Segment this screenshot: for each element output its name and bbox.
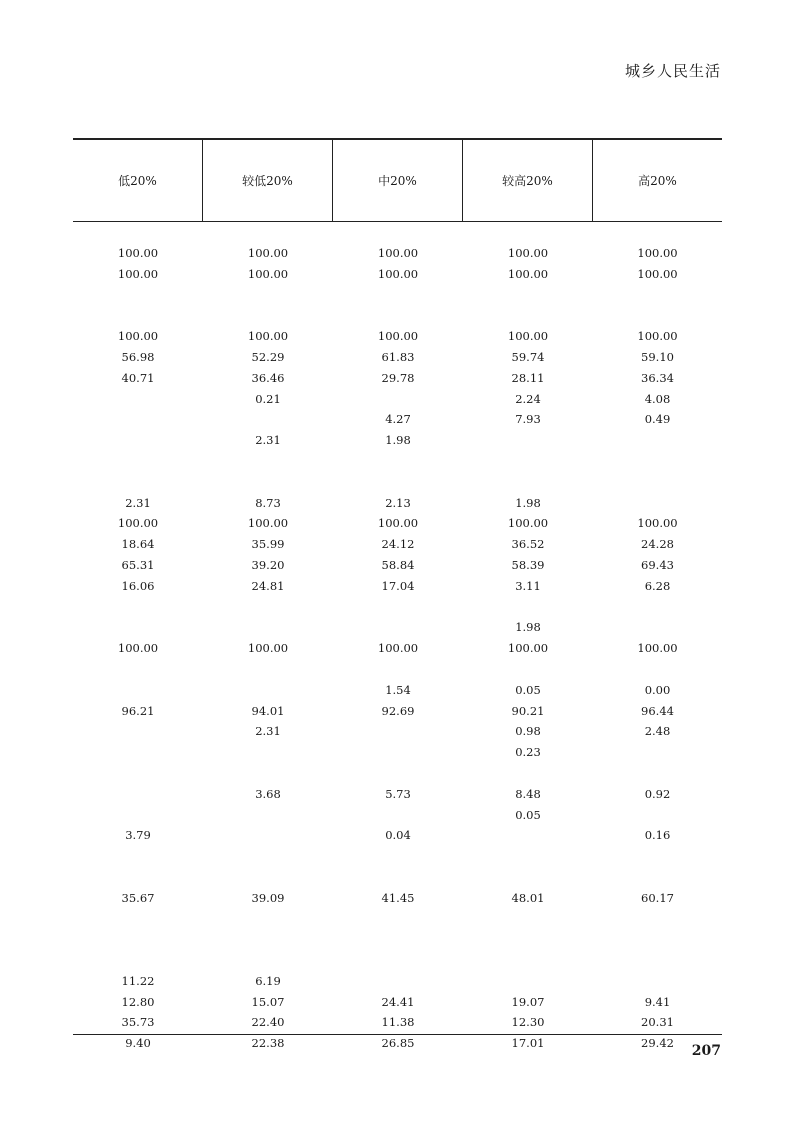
table-cell: 96.44: [641, 703, 674, 718]
table-cell: [463, 867, 593, 888]
table-cell: 100.00: [507, 329, 549, 344]
column-header-higher: 较高20%: [463, 140, 593, 221]
table-cell: [593, 971, 722, 992]
table-cell: 39.09: [251, 890, 285, 905]
table-cell: [463, 971, 593, 992]
table-cell: [73, 846, 203, 867]
table-cell: 1.98: [515, 495, 541, 510]
table-cell: 100.00: [247, 246, 289, 260]
table-cell: [203, 763, 333, 784]
table-cell: 0.16: [644, 828, 671, 843]
table-cell: 12.80: [121, 994, 155, 1009]
table-cell: 100.00: [117, 246, 159, 260]
table-cell: [593, 867, 722, 888]
table-row: [73, 971, 722, 992]
table-cell: 24.12: [381, 537, 415, 552]
table-cell: 1.54: [385, 682, 411, 697]
table-row: [73, 264, 722, 285]
table-row: [73, 929, 722, 950]
table-row: [73, 1033, 722, 1054]
table-cell: 0.04: [385, 828, 411, 843]
table-cell: 36.34: [641, 370, 674, 385]
table-cell: 35.99: [251, 537, 285, 552]
table-row: [73, 576, 722, 597]
table-cell: 0.05: [515, 682, 541, 697]
table-cell: [73, 430, 203, 451]
table-cell: [463, 763, 593, 784]
table-row: [73, 430, 722, 451]
table-cell: [333, 305, 463, 326]
table-cell: [463, 451, 593, 472]
table-cell: 100.00: [247, 641, 289, 656]
table-cell: 100.00: [117, 266, 159, 281]
table-cell: 2.31: [125, 495, 151, 510]
table-cell: 9.40: [125, 1036, 151, 1051]
table-cell: [203, 825, 333, 846]
table-cell: 60.17: [641, 890, 674, 905]
table-cell: [73, 680, 203, 701]
table-cell: [333, 742, 463, 763]
table-cell: [203, 472, 333, 493]
table-cell: [203, 451, 333, 472]
table-cell: [73, 742, 203, 763]
table-cell: 24.41: [381, 994, 415, 1009]
table-cell: 94.01: [251, 703, 285, 718]
table-cell: 59.74: [511, 349, 545, 364]
table-cell: 24.81: [251, 578, 285, 593]
table-cell: [463, 659, 593, 680]
table-cell: 48.01: [511, 890, 545, 905]
table-cell: 100.00: [377, 641, 419, 656]
table-cell: [333, 950, 463, 971]
table-cell: [463, 825, 593, 846]
table-cell: [333, 867, 463, 888]
table-cell: 0.05: [515, 807, 541, 822]
table-cell: [73, 617, 203, 638]
table-row: [73, 326, 722, 347]
table-cell: [593, 950, 722, 971]
table-cell: 3.11: [515, 578, 541, 593]
table-cell: [463, 950, 593, 971]
table-cell: [593, 451, 722, 472]
table-cell: 35.73: [121, 1015, 155, 1030]
table-row: [73, 825, 722, 846]
table-cell: [333, 805, 463, 826]
table-cell: [463, 929, 593, 950]
table-cell: [73, 285, 203, 306]
table-cell: [73, 867, 203, 888]
page-number: 207: [691, 1043, 721, 1059]
table-cell: 15.07: [251, 994, 285, 1009]
table-row: [73, 701, 722, 722]
table-cell: 92.69: [381, 703, 415, 718]
table-header-rule: [73, 221, 722, 222]
table-row: [73, 846, 722, 867]
table-cell: 0.23: [515, 745, 541, 760]
table-cell: 29.42: [641, 1036, 674, 1051]
table-cell: [463, 909, 593, 930]
table-cell: 22.38: [251, 1036, 285, 1051]
table-row: [73, 867, 722, 888]
table-cell: [333, 721, 463, 742]
table-cell: 100.00: [377, 246, 419, 260]
table-cell: 59.10: [641, 349, 674, 364]
table-row: [73, 805, 722, 826]
table-row: [73, 950, 722, 971]
table-cell: 17.04: [381, 578, 415, 593]
table-cell: [593, 846, 722, 867]
table-cell: [593, 430, 722, 451]
table-cell: [463, 430, 593, 451]
table-cell: [203, 846, 333, 867]
table-cell: 65.31: [121, 557, 155, 572]
table-cell: 61.83: [381, 349, 415, 364]
table-cell: [73, 784, 203, 805]
table-cell: [593, 929, 722, 950]
table-row: [73, 534, 722, 555]
table-cell: [463, 597, 593, 618]
table-cell: [203, 285, 333, 306]
table-cell: 2.31: [255, 724, 281, 739]
table-cell: [333, 846, 463, 867]
running-header: 城乡人民生活: [624, 62, 721, 80]
table-cell: 2.24: [515, 391, 541, 406]
table-cell: 100.00: [117, 516, 159, 531]
table-cell: 100.00: [637, 516, 678, 531]
table-cell: 58.84: [381, 557, 415, 572]
table-cell: 58.39: [511, 557, 545, 572]
table-cell: [203, 950, 333, 971]
table-row: [73, 597, 722, 618]
table-cell: 2.48: [644, 724, 671, 739]
table-row: [73, 513, 722, 534]
table-header: [73, 140, 722, 221]
table-cell: 18.64: [121, 537, 155, 552]
table-cell: 2.31: [255, 433, 281, 448]
table-cell: 28.11: [511, 370, 545, 385]
table-cell: [203, 805, 333, 826]
table-cell: 29.78: [381, 370, 415, 385]
table-cell: 100.00: [117, 329, 159, 344]
table-cell: 1.98: [385, 433, 411, 448]
table-cell: 1.98: [515, 620, 541, 635]
table-cell: [333, 597, 463, 618]
table-cell: 0.00: [644, 682, 671, 697]
table-cell: 0.21: [255, 391, 281, 406]
table-cell: [73, 389, 203, 410]
table-cell: [463, 305, 593, 326]
table-row: [73, 472, 722, 493]
table-cell: 20.31: [641, 1015, 674, 1030]
table-cell: [73, 597, 203, 618]
table-cell: 100.00: [247, 266, 289, 281]
table-cell: [593, 472, 722, 493]
table-row: [73, 451, 722, 472]
table-cell: 9.41: [644, 994, 671, 1009]
table-row: [73, 784, 722, 805]
table-cell: [203, 659, 333, 680]
table-cell: 4.08: [644, 391, 671, 406]
table-cell: 35.67: [121, 890, 155, 905]
table-row: [73, 721, 722, 742]
table-cell: [593, 493, 722, 514]
column-header-high: 高20%: [638, 174, 677, 188]
table-row: [73, 888, 722, 909]
table-cell: 36.46: [251, 370, 285, 385]
table-cell: 100.00: [637, 246, 678, 260]
table-row: [73, 763, 722, 784]
table-cell: [463, 846, 593, 867]
table-cell: 22.40: [251, 1015, 285, 1030]
table-cell: 39.20: [251, 557, 285, 572]
table-cell: [203, 742, 333, 763]
table-row: [73, 389, 722, 410]
table-cell: [333, 451, 463, 472]
table-row: [73, 659, 722, 680]
table-cell: 24.28: [641, 537, 674, 552]
table-cell: 41.45: [381, 890, 415, 905]
table-row: [73, 368, 722, 389]
table-cell: 100.00: [637, 266, 678, 281]
table-cell: [333, 929, 463, 950]
table-cell: 52.29: [251, 349, 285, 364]
table-cell: [203, 867, 333, 888]
table-row: [73, 493, 722, 514]
table-cell: [333, 763, 463, 784]
table-cell: [73, 909, 203, 930]
table-cell: 100.00: [507, 246, 549, 260]
table-cell: [593, 597, 722, 618]
table-row: [73, 305, 722, 326]
table-cell: 56.98: [121, 349, 155, 364]
table-cell: [593, 305, 722, 326]
column-header-lower: 较低20%: [203, 140, 333, 221]
table-cell: [73, 721, 203, 742]
table-cell: 17.01: [511, 1036, 545, 1051]
table-row: [73, 409, 722, 430]
table-cell: [593, 909, 722, 930]
table-row: [73, 680, 722, 701]
table-cell: [333, 659, 463, 680]
table-cell: 5.73: [385, 786, 411, 801]
table-cell: 0.98: [515, 724, 541, 739]
table-cell: 0.49: [644, 412, 671, 427]
table-cell: 100.00: [637, 641, 678, 656]
table-cell: 0.92: [644, 786, 671, 801]
table-cell: [73, 659, 203, 680]
table-cell: [73, 451, 203, 472]
table-cell: 6.19: [255, 973, 281, 988]
table-cell: [593, 742, 722, 763]
table-cell: 36.52: [511, 537, 545, 552]
table-cell: 3.68: [255, 786, 281, 801]
table-cell: 100.00: [507, 266, 549, 281]
table-cell: 8.73: [255, 495, 281, 510]
table-cell: [73, 763, 203, 784]
table-cell: [73, 805, 203, 826]
table-cell: [203, 597, 333, 618]
table-row: [73, 638, 722, 659]
table-cell: 4.27: [385, 412, 411, 427]
table-cell: 96.21: [121, 703, 155, 718]
table-bottom-rule: [73, 1034, 722, 1035]
table-cell: 69.43: [641, 557, 674, 572]
table-body: [73, 243, 722, 1054]
table-cell: [203, 680, 333, 701]
table-cell: 100.00: [637, 329, 678, 344]
table-cell: [73, 929, 203, 950]
table-cell: [593, 763, 722, 784]
table-row: [73, 347, 722, 368]
column-header-middle: 中20%: [333, 140, 463, 221]
table-cell: [463, 472, 593, 493]
table-cell: 7.93: [515, 412, 541, 427]
table-cell: [333, 472, 463, 493]
table-row: [73, 243, 722, 264]
table-cell: 100.00: [377, 329, 419, 344]
table-cell: 2.13: [385, 495, 411, 510]
table-cell: 100.00: [507, 516, 549, 531]
table-cell: 100.00: [377, 516, 419, 531]
table-cell: 100.00: [507, 641, 549, 656]
table-cell: [73, 409, 203, 430]
table-cell: [73, 305, 203, 326]
table-cell: [333, 617, 463, 638]
table-cell: 11.38: [381, 1015, 415, 1030]
table-row: [73, 555, 722, 576]
table-cell: [203, 929, 333, 950]
table-row: [73, 285, 722, 306]
table-cell: [203, 909, 333, 930]
table-cell: 12.30: [511, 1015, 545, 1030]
table-cell: 26.85: [381, 1036, 415, 1051]
table-cell: [593, 805, 722, 826]
table-cell: [593, 617, 722, 638]
table-cell: [203, 617, 333, 638]
table-cell: 16.06: [121, 578, 155, 593]
table-cell: [463, 285, 593, 306]
table-row: [73, 617, 722, 638]
table-cell: 100.00: [377, 266, 419, 281]
table-cell: 19.07: [511, 994, 545, 1009]
table-cell: [203, 409, 333, 430]
table-cell: [203, 305, 333, 326]
table-cell: 3.79: [125, 828, 151, 843]
table-row: [73, 742, 722, 763]
table-cell: [593, 659, 722, 680]
table-cell: 40.71: [121, 370, 155, 385]
table-cell: 11.22: [121, 973, 155, 988]
table-cell: [333, 389, 463, 410]
table-cell: [333, 909, 463, 930]
table-cell: [333, 285, 463, 306]
table-cell: [73, 950, 203, 971]
table-cell: 100.00: [247, 516, 289, 531]
table-cell: 100.00: [117, 641, 159, 656]
table-cell: 8.48: [515, 786, 541, 801]
table-cell: [593, 285, 722, 306]
table-cell: [333, 971, 463, 992]
table-row: [73, 1012, 722, 1033]
column-header-low: 低20%: [73, 140, 203, 221]
table-cell: [73, 472, 203, 493]
table-cell: 6.28: [644, 578, 671, 593]
table-row: [73, 909, 722, 930]
table-cell: 90.21: [511, 703, 545, 718]
table-row: [73, 992, 722, 1013]
table-cell: 100.00: [247, 329, 289, 344]
